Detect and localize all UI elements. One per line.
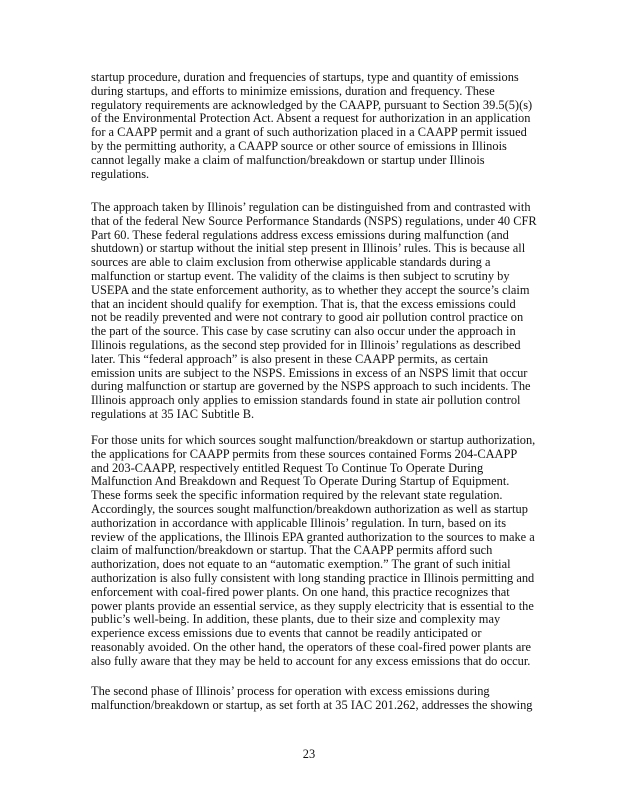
text-line: authorization in accordance with applicable Illinois’ regulation. In turn, based on its (91, 515, 507, 530)
text-line: Illinois approach only applies to emission standards found in state air pollution control (91, 393, 521, 408)
text-line: Part 60. These federal regulations address excess emissions during malfunction (and (91, 227, 509, 242)
text-line: Malfunction And Breakdown and Request To Operate During Startup of Equipment. (91, 474, 510, 489)
text-line: Accordingly, the sources sought malfunction/breakdown authorization as well as startup (91, 501, 528, 516)
paragraph-startup-requirements (91, 71, 532, 181)
text-line: power plants provide an essential service, as they supply electricity that is essential to the (91, 598, 534, 613)
text-line: the part of the source. This case by case scrutiny can also occur under the approach in (91, 324, 516, 339)
text-line: authorization is also fully consistent with long standing practice in Illinois permitting and (91, 570, 535, 585)
text-line: These forms seek the specific information required by the relevant state regulation. (91, 488, 503, 503)
page-number: 23 (302, 747, 316, 761)
text-line: experience excess emissions due to events that cannot be readily anticipated or (91, 626, 482, 641)
text-line: the applications for CAAPP permits from these sources contained Forms 204-CAAPP (91, 446, 518, 461)
text-line: during startups, and efforts to minimize emissions, duration and frequency. These (91, 83, 495, 98)
paragraph-authorization (91, 434, 535, 669)
text-line: regulations. (91, 166, 150, 181)
text-line: not be readily prevented and were not contrary to good air pollution control practice on (91, 310, 524, 325)
text-line: For those units for which sources sought malfunction/breakdown or startup authorization, (91, 433, 536, 447)
text-line: shutdown) or startup without the initial step present in Illinois’ rules. This is because all (91, 241, 526, 256)
text-line: reasonably avoided. On the other hand, the operators of these coal-fired power plants are (91, 639, 532, 654)
text-line: of the Environmental Protection Act. Absent a request for authorization in an application (91, 111, 531, 126)
text-line: during malfunction or startup are governed by the NSPS approach to such incidents. The (91, 379, 531, 394)
text-line: later. This “federal approach” is also present in these CAAPP permits, as certain (91, 351, 489, 366)
text-line: enforcement with coal-fired power plants. On one hand, this practice recognizes that (91, 584, 510, 599)
text-line: regulations at 35 IAC Subtitle B. (91, 406, 255, 421)
text-line: The second phase of Illinois’ process for operation with excess emissions during (91, 684, 490, 698)
text-line: regulatory requirements are acknowledged by the CAAPP, pursuant to Section 39.5(5)(s) (91, 97, 533, 112)
text-line: USEPA and the state enforcement authority, as to whether they accept the source’s claim (91, 282, 530, 297)
text-line: cannot legally make a claim of malfunction/breakdown or startup under Illinois (91, 152, 485, 167)
paragraph-second-phase (91, 685, 533, 713)
text-line: startup procedure, duration and frequencies of startups, type and quantity of emissions (91, 70, 519, 84)
text-line: malfunction or startup event. The validity of the claims is then subject to scrutiny by (91, 268, 510, 283)
text-line: review of the applications, the Illinois EPA granted authorization to the sources to make a (91, 529, 535, 544)
text-line: that of the federal New Source Performance Standards (NSPS) regulations, under 40 CFR (91, 213, 537, 228)
text-line: sources are able to claim exclusion from otherwise applicable standards during a (91, 255, 491, 270)
text-line: authorization, does not equate to an “automatic exemption.” The grant of such initial (91, 557, 511, 572)
text-line: malfunction/breakdown or startup, as set forth at 35 IAC 201.262, addresses the showing (91, 697, 533, 712)
text-line: also fully aware that they may be held to account for any excess emissions that do occur. (91, 653, 531, 668)
text-line: public’s well-being. In addition, these plants, due to their size and complexity may (91, 612, 501, 627)
text-line: claim of malfunction/breakdown or startup. That the CAAPP permits afford such (91, 543, 493, 558)
text-line: by the permitting authority, a CAAPP source or other source of emissions in Illinois (91, 138, 507, 153)
text-line: Illinois regulations, as the second step provided for in Illinois’ regulations as described (91, 337, 521, 352)
text-line: that an incident should qualify for exemption. That is, that the excess emissions could (91, 296, 516, 311)
text-line: The approach taken by Illinois’ regulation can be distinguished from and contrasted with (91, 200, 531, 214)
paragraph-federal-approach (91, 201, 537, 422)
text-line: and 203-CAAPP, respectively entitled Request To Continue To Operate During (91, 460, 484, 475)
text-line: emission units are subject to the NSPS. Emissions in excess of an NSPS limit that occur (91, 365, 528, 380)
text-line: for a CAAPP permit and a grant of such authorization placed in a CAAPP permit issued (91, 125, 527, 140)
